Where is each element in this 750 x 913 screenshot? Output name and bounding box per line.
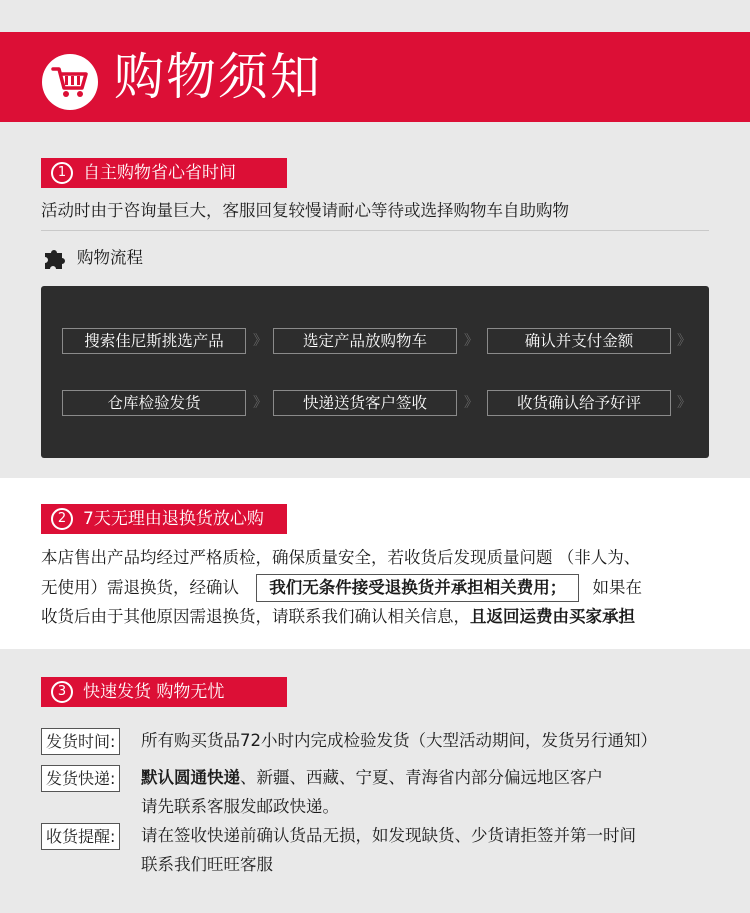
- divider: [41, 230, 709, 231]
- shopping-cart-icon: [42, 54, 98, 110]
- arrow-icon: 》: [464, 395, 478, 411]
- section3-title: 快速发货 购物无忧: [83, 682, 225, 702]
- flow-step: 收货确认给予好评: [487, 390, 671, 416]
- section3-number: 3: [51, 681, 73, 703]
- section2-line3-bold: 且返回运费由买家承担: [470, 607, 635, 626]
- receive-reminder-label: 收货提醒:: [41, 823, 120, 850]
- ship-time-label: 发货时间:: [41, 728, 120, 755]
- arrow-icon: 》: [464, 333, 478, 349]
- arrow-icon: 》: [253, 395, 267, 411]
- section2-line2-pre: 无使用）需退换货，经确认: [41, 578, 239, 597]
- puzzle-icon: [42, 245, 68, 271]
- section1-number: 1: [51, 162, 73, 184]
- section2-label: [41, 504, 287, 534]
- section3-label: [41, 677, 287, 707]
- section2-line3-pre: 收货后由于其他原因需退换货，请联系我们确认相关信息，: [41, 607, 470, 626]
- section2-line2-post: 如果在: [592, 578, 642, 597]
- courier-text-line1: [141, 764, 603, 792]
- courier-default: 默认圆通快递: [141, 768, 240, 787]
- flow-step: 仓库检验发货: [62, 390, 246, 416]
- courier-line1-rest: 、新疆、西藏、宁夏、青海省内部分偏远地区客户: [240, 768, 603, 787]
- courier-label: 发货快递:: [41, 765, 120, 792]
- section1-title: 自主购物省心省时间: [83, 163, 236, 183]
- flow-step: 选定产品放购物车: [273, 328, 457, 354]
- arrow-icon: 》: [677, 333, 691, 349]
- page-title: 购物须知: [114, 48, 322, 106]
- flow-step: 确认并支付金额: [487, 328, 671, 354]
- section2-panel: [0, 478, 750, 649]
- section2-title: 7天无理由退换货放心购: [83, 509, 264, 529]
- flow-step: 快递送货客户签收: [273, 390, 457, 416]
- receive-reminder-line2: 联系我们旺旺客服: [141, 855, 273, 874]
- flow-panel: [41, 286, 709, 458]
- section1-text: 活动时由于咨询量巨大，客服回复较慢请耐心等待或选择购物车自助购物: [41, 201, 569, 220]
- section2-line1: 本店售出产品均经过严格质检，确保质量安全，若收货后发现质量问题 （非人为、: [41, 548, 641, 567]
- arrow-icon: 》: [253, 333, 267, 349]
- section2-line2: [41, 574, 642, 602]
- ship-time-text: 所有购买货品72小时内完成检验发货（大型活动期间，发货另行通知）: [141, 731, 657, 750]
- section1-label: [41, 158, 287, 188]
- receive-reminder-line1: 请在签收快递前确认货品无损，如发现缺货、少货请拒签并第一时间: [141, 826, 636, 845]
- flow-step: 搜索佳尼斯挑选产品: [62, 328, 246, 354]
- section2-number: 2: [51, 508, 73, 530]
- flow-title: 购物流程: [77, 248, 143, 267]
- page-header: [0, 32, 750, 122]
- courier-text-line2: 请先联系客服发邮政快递。: [141, 797, 339, 816]
- section2-boxed-text: 我们无条件接受退换货并承担相关费用；: [256, 574, 579, 602]
- arrow-icon: 》: [677, 395, 691, 411]
- section2-line3: [41, 603, 635, 631]
